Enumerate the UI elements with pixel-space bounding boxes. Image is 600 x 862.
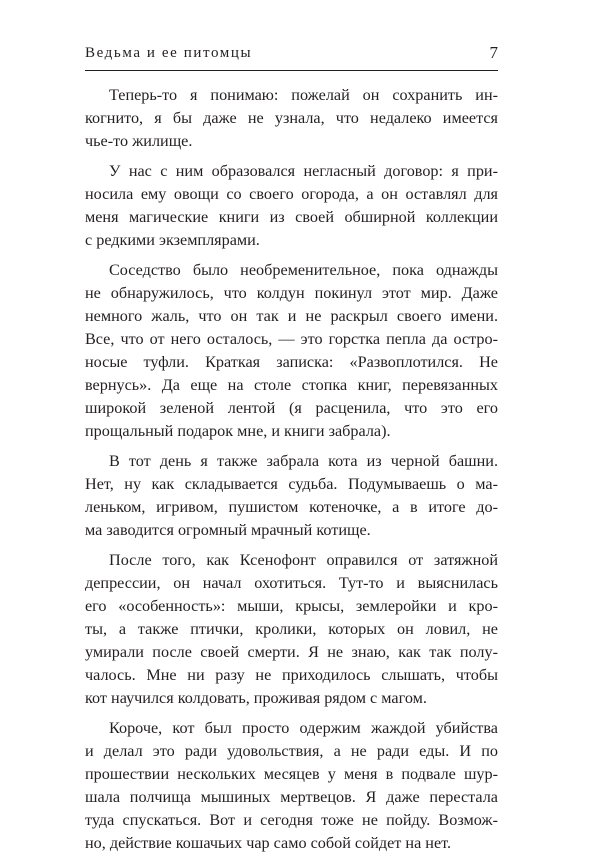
text-line: Все, что от него осталось, — это горстка пепла да остро- [85, 330, 498, 348]
text-line: и делал это ради удовольствия, а не ради еды. И по [85, 742, 498, 760]
text-line: немного жаль, что он так и не раскрыл своего имени. [85, 307, 498, 325]
text-line: Теперь-то я понимаю: пожелай он сохранить ин- [109, 86, 498, 104]
page-number: 7 [489, 43, 498, 62]
paragraph [85, 549, 498, 710]
text-line: Нет, ну как складывается судьба. Подумываешь о ма- [85, 475, 498, 493]
text-line: ты, а также птички, кролики, которых он ловил, не [85, 620, 498, 638]
paragraph [85, 160, 498, 252]
text-line: У нас с ним образовался негласный договор: я при- [109, 162, 498, 180]
text-line: чье-то жилище. [85, 132, 193, 150]
text-line: не обнаружилось, что колдун покинул этот мир. Даже [85, 284, 498, 302]
running-title: Ведьма и ее питомцы [85, 45, 253, 61]
text-line: Соседство было необременительное, пока однажды [109, 261, 498, 279]
paragraph [85, 717, 498, 855]
text-line: умирали после своей смерти. Я не знаю, как так полу- [85, 643, 498, 661]
text-line: но, действие кошачьих чар само собой сойдет на нет. [85, 834, 452, 852]
text-line: носые туфли. Краткая записка: «Развоплотился. Не [85, 353, 498, 371]
text-line: депрессии, он начал охотиться. Тут-то и выяснилась [85, 574, 498, 592]
text-line: чалось. Мне ни разу не приходилось слышать, чтобы [85, 666, 498, 684]
text-line: вернусь». Да еще на столе стопка книг, перевязанных [85, 376, 498, 394]
text-line: когнито, я бы даже не узнала, что недалеко имеется [85, 109, 498, 127]
text-line: леньком, игривом, пушистом котеночке, а в итоге до- [85, 498, 498, 516]
text-line: с редкими экземплярами. [85, 231, 260, 249]
running-head [85, 43, 498, 63]
text-line: его «особенность»: мыши, крысы, землеройки и кро- [85, 597, 498, 615]
text-line: меня магические книги из своей обширной коллекции [85, 208, 498, 226]
text-line: прошествии нескольких месяцев у меня в подвале шур- [85, 765, 498, 783]
text-line: шала полчища мышиных мертвецов. Я даже перестала [85, 788, 498, 806]
paragraph [85, 450, 498, 542]
text-line: После того, как Ксенофонт оправился от затяжной [109, 551, 498, 569]
text-line: прощальный подарок мне, и книги забрала). [85, 422, 391, 440]
text-line: туда спускаться. Вот и сегодня тоже не пойду. Возмож- [85, 811, 498, 829]
paragraph [85, 84, 498, 153]
text-line: В тот день я также забрала кота из черной башни. [109, 452, 498, 470]
text-line: Короче, кот был просто одержим жаждой убийства [109, 719, 498, 737]
header-rule [85, 70, 498, 71]
text-line: ма заводится огромный мрачный котище. [85, 521, 371, 539]
text-line: носила ему овощи со своего огорода, а он оставлял для [85, 185, 498, 203]
text-line: широкой зеленой лентой (я расценила, что это его [85, 399, 498, 417]
paragraph [85, 259, 498, 443]
body-text [85, 84, 498, 862]
text-line: кот научился колдовать, проживая рядом с магом. [85, 689, 427, 707]
